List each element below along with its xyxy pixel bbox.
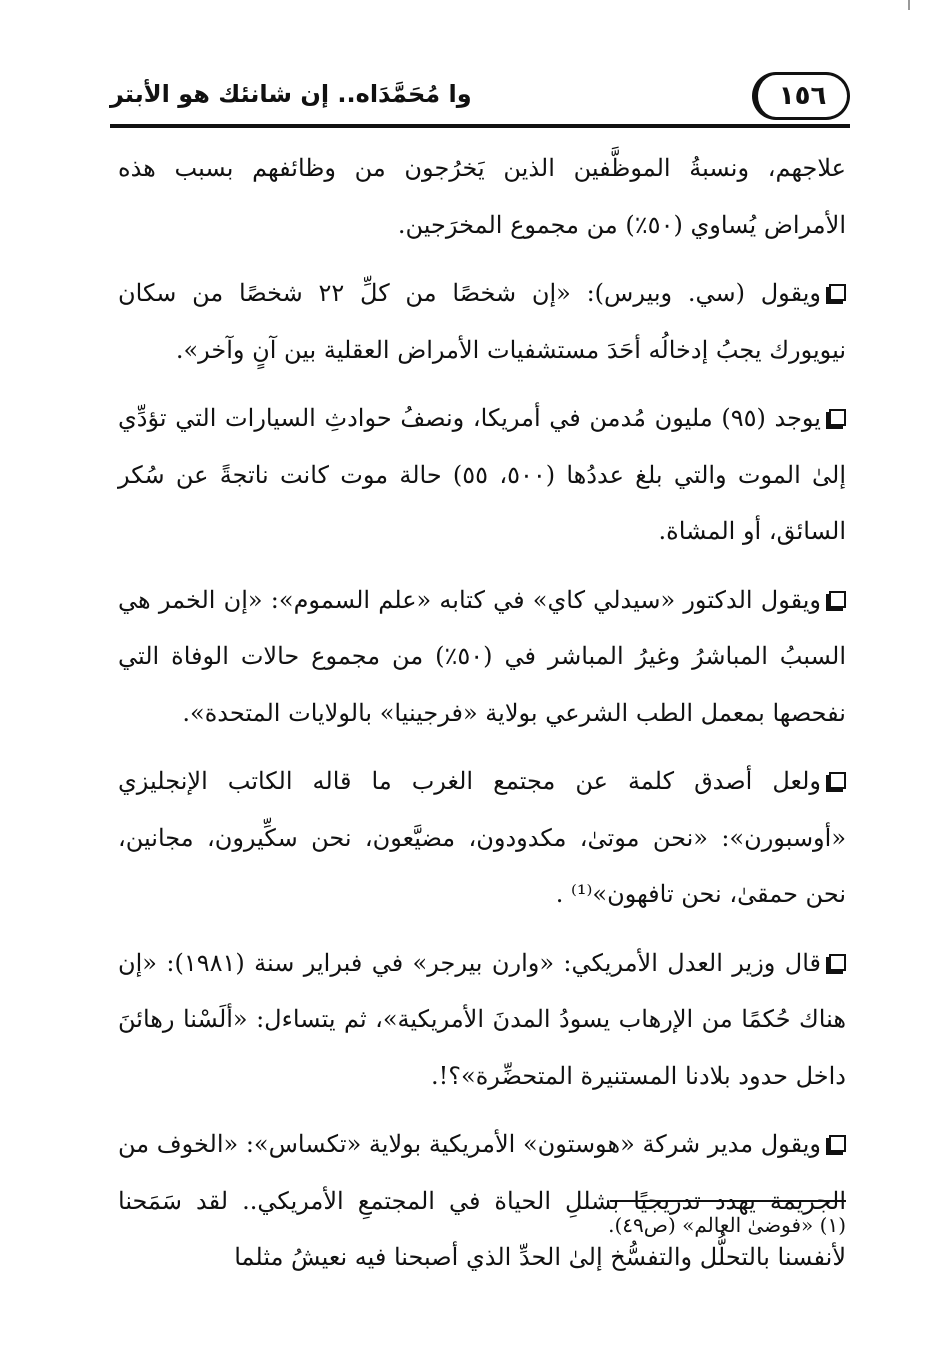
paragraph-text: علاجهم، ونسبةُ الموظَّفين الذين يَخرُجون من وظائفهم بسبب هذه الأمراض يُساوي (٥٠٪) من مجموع المخرَجين.	[118, 154, 846, 239]
running-title: وا مُحَمَّدَاه.. إن شانئك هو الأبتر	[110, 80, 472, 108]
square-bullet-icon	[829, 772, 846, 789]
paragraph-text: ويقول مدير شركة «هوستون» الأمريكية بولاية «تكساس»: «الخوف من الجريمة يهدد تدريجيًا بشللِ الحياة في المجتمعِ الأمريكي.. لقد سَمَحنا لأنفسنا بالتحلُّل والتفسُّخ إلىٰ الحدِّ الذي أصبحنا فيه نعيشُ مثلما	[118, 1130, 846, 1271]
paragraph-text: ولعل أصدق كلمة عن مجتمع الغرب ما قاله الكاتب الإنجليزي «أوسبورن»: «نحن موتىٰ، مكدودون، مضيَّعون، نحن سكِّيرون، مجانين، نحن حمقىٰ، نحن تافهون»⁽¹⁾ .	[118, 767, 846, 908]
paragraph	[118, 753, 846, 923]
body-text	[118, 140, 846, 1298]
header-rule	[110, 124, 850, 128]
paragraph	[118, 140, 846, 253]
square-bullet-icon	[829, 284, 846, 301]
paragraph-text: يوجد (٩٥) مليون مُدمن في أمريكا، ونصفُ حوادثِ السيارات التي تؤدِّي إلىٰ الموت والتي بلغ عددُها (٥٠٠، ٥٥) حالة موت كانت ناتجةً عن سُكر السائق، أو المشاة.	[118, 404, 846, 545]
square-bullet-icon	[829, 591, 846, 608]
paragraph-text: قال وزير العدل الأمريكي: «وارن بيرجر» في فبراير سنة (١٩٨١): «إن هناك حُكمًا من الإرهاب يسودُ المدنَ الأمريكية»، ثم يتساءل: «ألَسْنا رهائنَ داخل حدود بلادنا المستنيرة المتحضِّرة»؟!.	[118, 948, 846, 1090]
paragraph-text: ويقول الدكتور «سيدلي كاي» في كتابه «علم السموم»: «إن الخمر هي السببُ المباشرُ وغيرُ المباشر في (٥٠٪) من مجموع حالات الوفاة التي نفحصها بمعمل الطب الشرعي بولاية «فرجينيا» بالولايات المتحدة».	[118, 585, 846, 727]
page-number-frame	[752, 72, 850, 120]
paragraph	[118, 390, 846, 560]
square-bullet-icon	[829, 1135, 846, 1152]
paragraph-text: ويقول (سي. وبيرس): «إن شخصًا من كلِّ ٢٢ شخصًا من سكان نيويورك يجبُ إدخالُه أحَدَ مستشفيات الأمراض العقلية بين آنٍ وآخر».	[118, 279, 846, 364]
footnote: (١) «فوضىٰ العالم» (ص٤٩).	[608, 1213, 846, 1237]
page-number: ١٥٦	[778, 81, 827, 111]
square-bullet-icon	[829, 954, 846, 971]
footnote-rule	[610, 1200, 846, 1202]
page-header	[110, 66, 850, 124]
page-edge-mark	[908, 0, 910, 10]
square-bullet-icon	[829, 409, 846, 426]
paragraph	[118, 572, 846, 742]
paragraph	[118, 265, 846, 378]
paragraph	[118, 935, 846, 1105]
